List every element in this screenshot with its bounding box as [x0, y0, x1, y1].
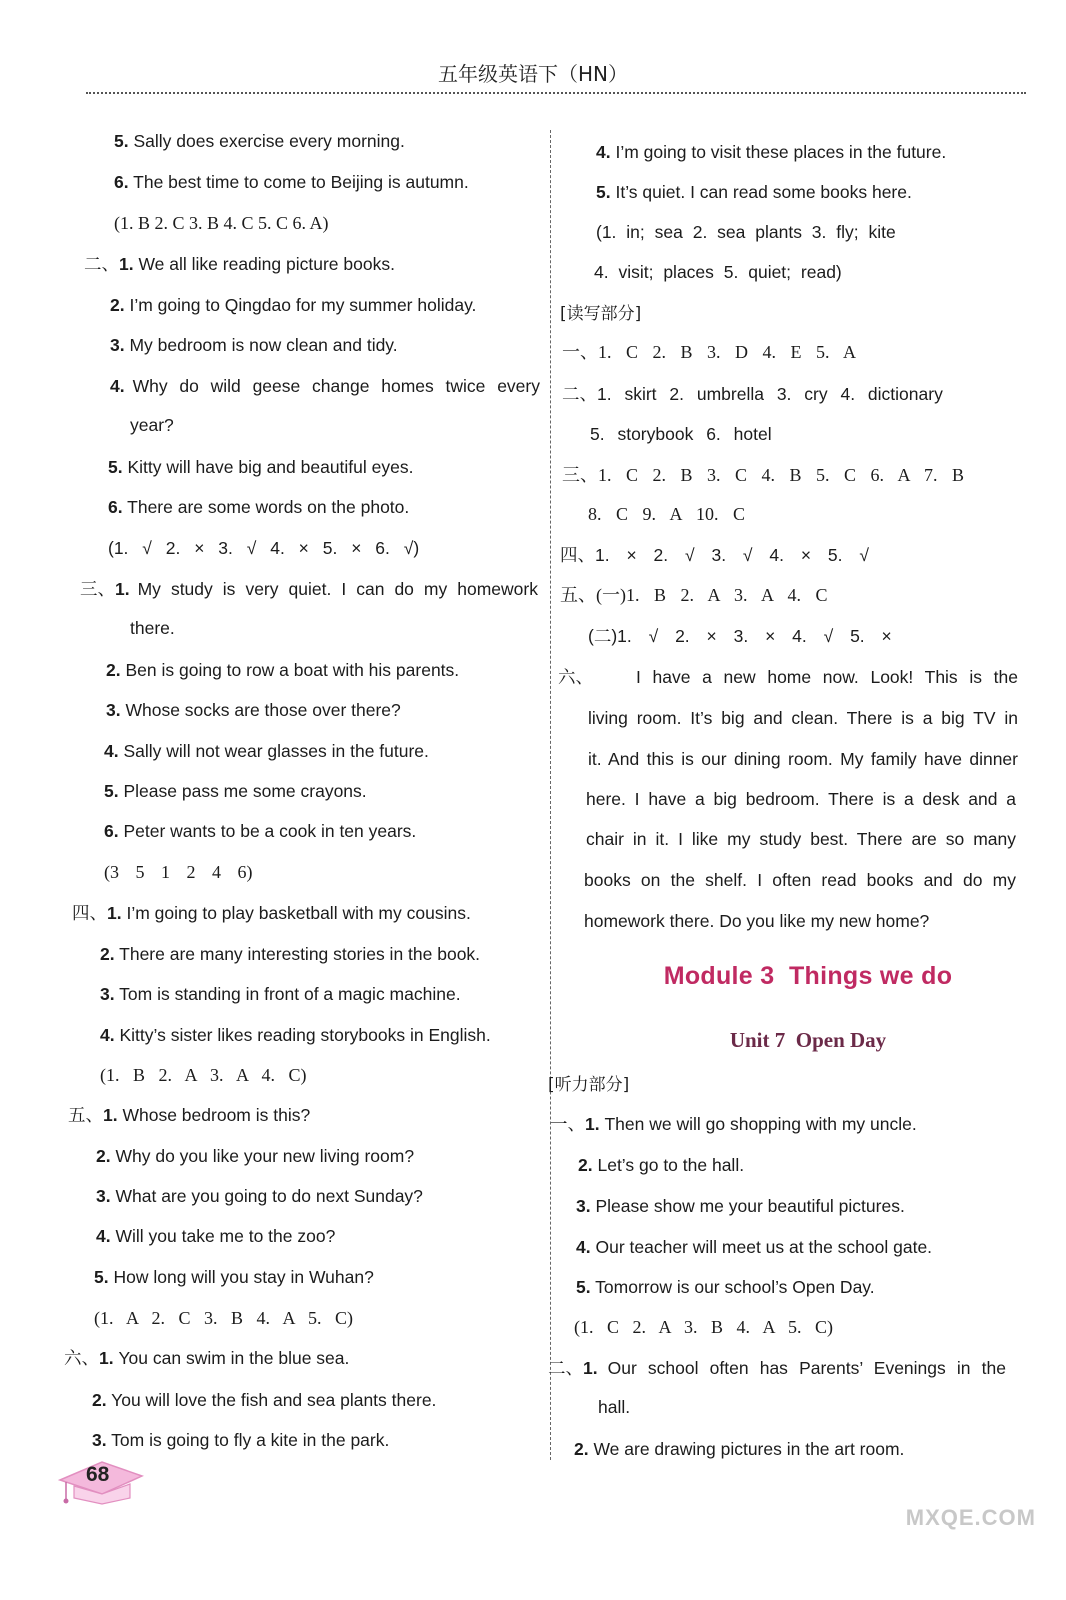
module-title: Module 3 Things we do: [663, 962, 953, 990]
s6-q2: 2. You will love the fish and sea plants there.: [92, 1390, 437, 1410]
s5-q3: 3. What are you going to do next Sunday?: [96, 1186, 423, 1206]
header-dotted-rule: [86, 92, 1026, 94]
r-answers-line2: 4. visit; places 5. quiet; read): [594, 262, 842, 282]
essay-line-6: books on the shelf. I often read books and do my: [584, 870, 1016, 890]
listening-section-label: [听力部分]: [548, 1075, 630, 1095]
s1-q6: 6. The best time to come to Beijing is autumn.: [114, 172, 469, 192]
rw-part5-line1: 五、(一)1. B 2. A 3. A 4. C: [560, 585, 828, 605]
r-q5: 5. It’s quiet. I can read some books here.: [596, 182, 912, 202]
s5-q2: 2. Why do you like your new living room?: [96, 1146, 415, 1166]
ls1-q5: 5. Tomorrow is our school’s Open Day.: [576, 1277, 875, 1297]
s1-q5: 5. Sally does exercise every morning.: [114, 131, 405, 151]
s5-answers: (1. A 2. C 3. B 4. A 5. C): [94, 1308, 354, 1328]
rw-part3-line1: 三、1. C 2. B 3. C 4. B 5. C 6. A 7. B: [562, 465, 965, 485]
s2-q1: 二、1. We all like reading picture books.: [84, 254, 395, 274]
watermark-text: MXQE.COM: [905, 1505, 1036, 1530]
essay-line-3: it. And this is our dining room. My family have dinner: [588, 749, 1018, 769]
essay-line-5: chair in it. I like my study best. There are so many: [586, 829, 1016, 849]
ls1-q2: 2. Let’s go to the hall.: [578, 1155, 745, 1175]
s4-answers: (1. B 2. A 3. A 4. C): [100, 1065, 307, 1085]
s3-q2: 2. Ben is going to row a boat with his parents.: [106, 660, 460, 680]
page-number: 68: [86, 1463, 110, 1486]
ls2-q1-line1: 二、1. Our school often has Parents’ Evenings in the: [548, 1358, 1006, 1378]
read-write-section-label: [读写部分]: [560, 304, 642, 324]
s1-answers: (1. B 2. C 3. B 4. C 5. C 6. A): [114, 213, 329, 233]
s4-q1: 四、1. I’m going to play basketball with my cousins.: [72, 903, 471, 923]
ls1-q4: 4. Our teacher will meet us at the school gate.: [576, 1237, 933, 1257]
ls1-q1: 一、1. Then we will go shopping with my uncle.: [550, 1114, 917, 1134]
s5-q5: 5. How long will you stay in Wuhan?: [94, 1267, 374, 1287]
s4-q2: 2. There are many interesting stories in the book.: [100, 944, 481, 964]
s2-q4-line1: 4. Why do wild geese change homes twice every: [110, 376, 540, 396]
s5-q1: 五、1. Whose bedroom is this?: [68, 1105, 311, 1125]
s2-q2: 2. I’m going to Qingdao for my summer holiday.: [110, 295, 477, 315]
rw-part5-line2: (二)1. √ 2. × 3. × 4. √ 5. ×: [588, 626, 892, 646]
s2-q5: 5. Kitty will have big and beautiful eyes.: [108, 457, 414, 477]
s2-answers: (1. √ 2. × 3. √ 4. × 5. × 6. √): [108, 538, 420, 558]
r-q4: 4. I’m going to visit these places in the future.: [596, 142, 947, 162]
s6-q1: 六、1. You can swim in the blue sea.: [64, 1348, 350, 1368]
rw-part2-line1: 二、1. skirt 2. umbrella 3. cry 4. dictionary: [562, 384, 943, 404]
essay-line-2: living room. It’s big and clean. There is a big TV in: [588, 708, 1018, 728]
s3-q4: 4. Sally will not wear glasses in the future.: [104, 741, 429, 761]
ls2-q2: 2. We are drawing pictures in the art room.: [574, 1439, 905, 1459]
ls2-q1-line2: hall.: [598, 1397, 631, 1417]
ls1-q3: 3. Please show me your beautiful pictures.: [576, 1196, 905, 1216]
s2-q4-line2: year?: [130, 415, 174, 435]
s3-q1-line2: there.: [130, 618, 175, 638]
essay-line-4: here. I have a big bedroom. There is a desk and a: [586, 789, 1016, 809]
r-answers-line1: (1. in; sea 2. sea plants 3. fly; kite: [596, 222, 896, 242]
column-divider: [550, 130, 551, 1460]
s5-q4: 4. Will you take me to the zoo?: [96, 1226, 336, 1246]
s6-q3: 3. Tom is going to fly a kite in the park.: [92, 1430, 390, 1450]
rw-part4: 四、1. × 2. √ 3. √ 4. × 5. √: [560, 545, 869, 565]
essay-line-7: homework there. Do you like my new home?: [584, 911, 930, 931]
s3-answers: (3 5 1 2 4 6): [104, 862, 253, 882]
s2-q3: 3. My bedroom is now clean and tidy.: [110, 335, 398, 355]
s3-q5: 5. Please pass me some crayons.: [104, 781, 367, 801]
s4-q4: 4. Kitty’s sister likes reading storybooks in English.: [100, 1025, 491, 1045]
s3-q3: 3. Whose socks are those over there?: [106, 700, 401, 720]
unit-title: Unit 7 Open Day: [729, 1028, 887, 1052]
page-header-title: 五年级英语下（HN）: [438, 62, 628, 86]
essay-line-1: I have a new home now. Look! This is the: [636, 667, 1018, 687]
rw-part6-mark: 六、: [558, 667, 593, 687]
rw-part2-line2: 5. storybook 6. hotel: [590, 424, 772, 444]
s4-q3: 3. Tom is standing in front of a magic machine.: [100, 984, 461, 1004]
s3-q6: 6. Peter wants to be a cook in ten years.: [104, 821, 417, 841]
s2-q6: 6. There are some words on the photo.: [108, 497, 410, 517]
rw-part3-line2: 8. C 9. A 10. C: [588, 504, 746, 524]
s3-q1-line1: 三、1. My study is very quiet. I can do my homework: [80, 579, 538, 599]
ls1-answers: (1. C 2. A 3. B 4. A 5. C): [574, 1317, 834, 1337]
rw-part1: 一、1. C 2. B 3. D 4. E 5. A: [562, 342, 857, 362]
